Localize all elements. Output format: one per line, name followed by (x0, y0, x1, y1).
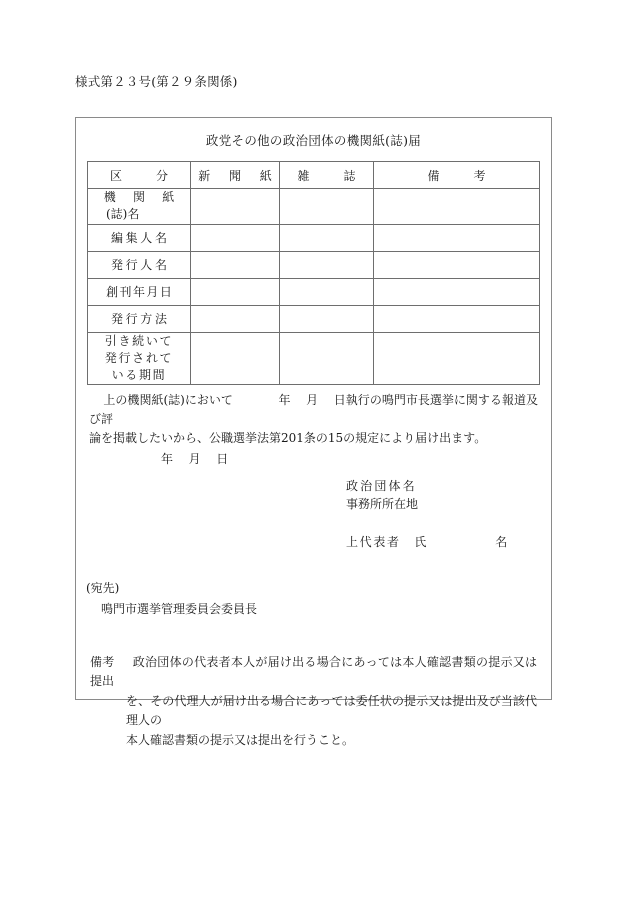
cell-continuous-period-newspaper[interactable] (191, 332, 280, 384)
row-label-publication-method-label: 発行方法 (111, 312, 170, 327)
row-label-organ-paper-name (88, 189, 191, 225)
column-header-category-label: 区 分 (109, 168, 172, 183)
column-header-newspaper-label: 新 聞 紙 (198, 168, 276, 183)
row-label-continuous-period-line3: いる期間 (111, 367, 167, 382)
statement-line1-year: 年 (278, 392, 291, 407)
remarks-note-line3: 本人確認書類の提示又は提出を行うこと。 (126, 732, 355, 747)
column-header-magazine (280, 162, 374, 189)
row-label-editor-name (88, 224, 191, 251)
document-title: 政党その他の政治団体の機関紙(誌)届 (205, 133, 422, 148)
organization-group-name-label: 政治団体名 (346, 478, 417, 493)
organ-paper-table (87, 161, 540, 385)
cell-editor-name-magazine[interactable] (280, 224, 374, 251)
cell-continuous-period-remarks[interactable] (374, 332, 540, 384)
row-label-publication-method (88, 305, 191, 332)
cell-publisher-name-magazine[interactable] (280, 251, 374, 278)
organization-office-address-label: 事務所所在地 (346, 496, 419, 511)
table-row (88, 305, 540, 332)
form-number: 様式第２３号(第２９条関係) (75, 74, 238, 89)
organization-block (76, 477, 551, 513)
table-row (88, 251, 540, 278)
cell-organ-paper-name-remarks[interactable] (374, 189, 540, 225)
column-header-newspaper (191, 162, 280, 189)
cell-first-issue-date-magazine[interactable] (280, 278, 374, 305)
cell-editor-name-remarks[interactable] (374, 224, 540, 251)
form-outer-box (75, 117, 552, 747)
table-row (88, 332, 540, 384)
row-label-first-issue-date-label: 創刊年月日 (106, 285, 174, 300)
row-label-organ-paper-name-line2: (誌)名 (106, 207, 140, 222)
submission-date-year: 年 (161, 451, 174, 466)
row-label-continuous-period-line1: 引き続いて (104, 333, 174, 348)
cell-publication-method-newspaper[interactable] (191, 305, 280, 332)
statement-line2: 論を掲載したいから、公職選挙法第201条の15の規定により届け出ます。 (89, 430, 487, 445)
cell-organ-paper-name-magazine[interactable] (280, 189, 374, 225)
row-label-first-issue-date (88, 278, 191, 305)
table-header-row (88, 162, 540, 189)
cell-publication-method-magazine[interactable] (280, 305, 374, 332)
representative-line (76, 533, 551, 550)
row-label-continuous-period (88, 332, 191, 384)
cell-publication-method-remarks[interactable] (374, 305, 540, 332)
cell-editor-name-newspaper[interactable] (191, 224, 280, 251)
cell-publisher-name-remarks[interactable] (374, 251, 540, 278)
table-row (88, 189, 540, 225)
remarks-note (90, 653, 537, 750)
row-label-editor-name-label: 編集人名 (111, 231, 170, 246)
submission-date-day: 日 (216, 451, 229, 466)
representative-name-label: 名 (495, 535, 508, 550)
submission-date-month: 月 (188, 451, 201, 466)
representative-label: 上代表者 氏 (346, 535, 429, 550)
statement-line1-part2: 日執行の鳴門市長選挙に関する報道及び評 (89, 392, 538, 426)
cell-first-issue-date-newspaper[interactable] (191, 278, 280, 305)
remarks-note-label: 備考 (90, 654, 115, 669)
column-header-category (88, 162, 191, 189)
cell-first-issue-date-remarks[interactable] (374, 278, 540, 305)
remarks-note-line2: を、その代理人が届け出る場合にあっては委任状の提示又は提出及び当該代理人の (126, 693, 537, 728)
row-label-publisher-name (88, 251, 191, 278)
submission-date-line (161, 450, 551, 467)
cell-organ-paper-name-newspaper[interactable] (191, 189, 280, 225)
column-header-remarks (374, 162, 540, 189)
addressee-heading: (宛先) (86, 581, 120, 596)
row-label-organ-paper-name-line1: 機 関 紙 (103, 190, 177, 204)
cell-publisher-name-newspaper[interactable] (191, 251, 280, 278)
remarks-note-line1: 政治団体の代表者本人が届け出る場合にあっては本人確認書類の提示又は提出 (90, 654, 537, 689)
statement-paragraph (89, 391, 538, 448)
row-label-continuous-period-line2: 発行されて (104, 350, 174, 365)
addressee-name: 鳴門市選挙管理委員会委員長 (101, 601, 258, 616)
statement-line1-part1: 上の機関紙(誌)において (103, 392, 233, 407)
row-label-publisher-name-label: 発行人名 (111, 258, 170, 273)
column-header-magazine-label: 雑 誌 (297, 168, 359, 183)
column-header-remarks-label: 備 考 (427, 168, 489, 183)
table-row (88, 224, 540, 251)
table-row (88, 278, 540, 305)
statement-line1-month: 月 (306, 392, 319, 407)
cell-continuous-period-magazine[interactable] (280, 332, 374, 384)
addressee-block (76, 578, 551, 619)
